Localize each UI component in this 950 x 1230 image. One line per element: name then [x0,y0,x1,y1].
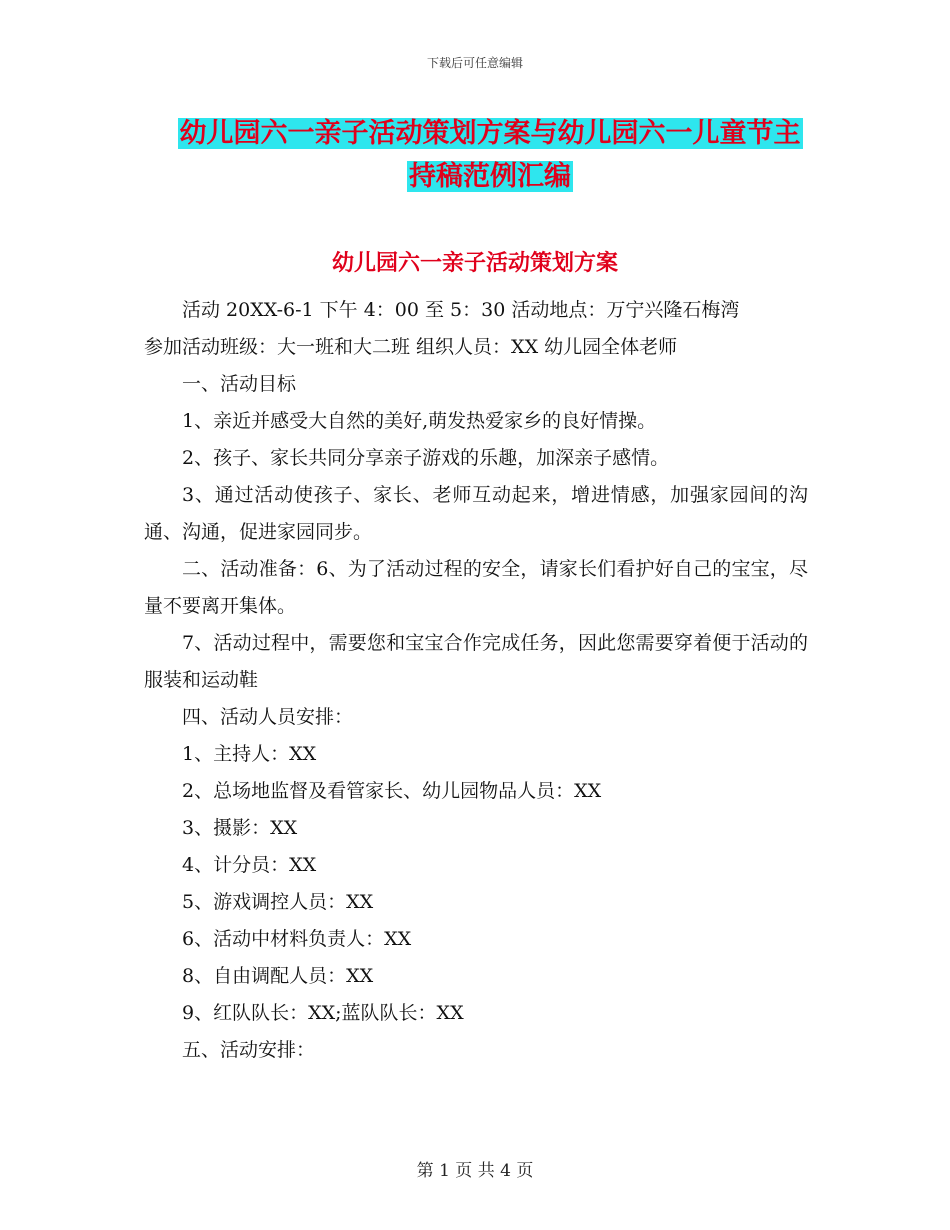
header-note: 下载后可任意编辑 [426,56,523,70]
list-item-materials: 6、活动中材料负责人：XX [182,928,412,950]
list-item-free-staff: 8、自由调配人员：XX [182,965,374,987]
paragraph-goal-1: 1、亲近并感受大自然的美好,萌发热爱家乡的良好情操。 [182,410,657,432]
title-line-1: 幼儿园六一亲子活动策划方案与幼儿园六一儿童节主 [179,118,801,149]
page-footer: 第 1 页 共 4 页 [416,1161,534,1181]
paragraph-participants: 参加活动班级：大一班和大二班 组织人员：XX 幼儿园全体老师 [144,336,678,358]
document-body [144,292,808,1069]
list-item-scorer: 4、计分员：XX [182,854,317,876]
paragraph-item-7: 7、活动过程中，需要您和宝宝合作完成任务，因此您需要穿着便于活动的服装和运动鞋 [144,632,808,691]
list-item-photography: 3、摄影：XX [182,817,298,839]
document-title [140,112,840,198]
list-item-team-captains: 9、红队队长：XX;蓝队队长：XX [182,1002,464,1024]
list-item-host: 1、主持人：XX [182,743,317,765]
title-line-2: 持稿范例汇编 [409,161,571,192]
heading-staff-arrangement: 四、活动人员安排： [182,706,354,728]
paragraph-goal-2: 2、孩子、家长共同分享亲子游戏的乐趣，加深亲子感情。 [182,447,670,469]
paragraph-activity-time: 活动 20XX-6-1 下午 4：00 至 5：30 活动地点：万宁兴隆石梅湾 [182,299,740,321]
heading-activity-goals: 一、活动目标 [182,373,297,395]
heading-activity-schedule: 五、活动安排： [182,1039,316,1061]
list-item-supervisor: 2、总场地监督及看管家长、幼儿园物品人员：XX [182,780,602,802]
list-item-game-control: 5、游戏调控人员：XX [182,891,374,913]
section-title: 幼儿园六一亲子活动策划方案 [331,251,618,276]
paragraph-preparation: 二、活动准备：6、为了活动过程的安全，请家长们看护好自己的宝宝，尽量不要离开集体。 [144,558,808,617]
paragraph-goal-3: 3、通过活动使孩子、家长、老师互动起来，增进情感，加强家园间的沟通、沟通，促进家园同步。 [144,484,808,543]
